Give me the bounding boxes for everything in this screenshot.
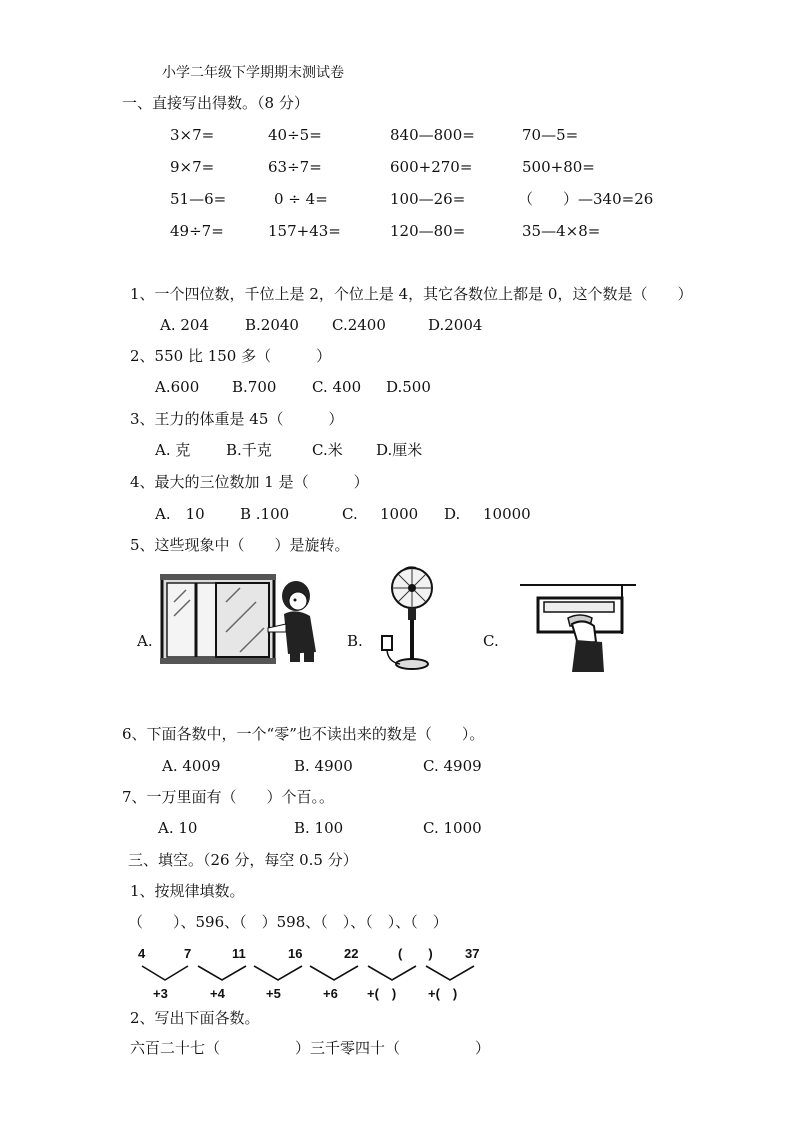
pattern-bottom-1: +3	[153, 986, 168, 1001]
pattern-top-7: 37	[465, 946, 480, 961]
write-numbers-line: 六百二十七（ ）三千零四十（ ）	[130, 1039, 491, 1057]
pattern-top-3: 11	[232, 946, 246, 961]
question-4-option-c-label: C.	[342, 505, 358, 523]
arith-r4-c1: 49÷7=	[170, 222, 224, 240]
sliding-window-icon	[160, 572, 324, 666]
question-6-option-c: C. 4909	[423, 757, 482, 775]
section3-q2: 2、写出下面各数。	[130, 1009, 260, 1027]
pattern-top-6: ( )	[398, 946, 433, 961]
pattern-bottom-2: +4	[210, 986, 225, 1001]
arith-r1-c4: 70—5=	[522, 126, 579, 144]
arith-r2-c4: 500+80=	[522, 158, 595, 176]
question-1-stem: 1、一个四位数，千位上是 2，个位上是 4，其它各数位上都是 0，这个数是（ ）	[130, 285, 693, 303]
question-4-option-b: B .100	[240, 505, 290, 523]
question-2-option-d: D.500	[386, 378, 431, 396]
number-sequence: （ ）、596、（ ）598、（ ）、（ ）、（ ）	[128, 913, 448, 931]
arith-r3-c4: （ ）—340=26	[518, 190, 654, 208]
pattern-chevron-1	[142, 966, 188, 980]
arith-r3-c2: 0 ÷ 4=	[274, 190, 328, 208]
pattern-chevron-6	[426, 966, 474, 980]
pattern-chevron-4	[310, 966, 358, 980]
pattern-top-1: 4	[138, 946, 146, 961]
question-1-option-c: C.2400	[332, 316, 386, 334]
question-7-option-a: A. 10	[158, 819, 198, 837]
arith-r1-c3: 840—800=	[390, 126, 475, 144]
pattern-top-2: 7	[184, 946, 192, 961]
section3-q1: 1、按规律填数。	[130, 882, 245, 900]
pattern-top-5: 22	[344, 946, 359, 961]
arith-r2-c3: 600+270=	[390, 158, 473, 176]
question-3-option-d: D.厘米	[376, 441, 423, 459]
section1-heading: 一、直接写出得数。（8 分）	[122, 94, 309, 112]
pattern-bottom-3: +5	[266, 986, 281, 1001]
arith-r2-c2: 63÷7=	[268, 158, 322, 176]
pattern-bottom-4: +6	[323, 986, 338, 1001]
question-3-stem: 3、王力的体重是 45（ ）	[130, 410, 344, 428]
arith-r3-c3: 100—26=	[390, 190, 466, 208]
arith-r4-c4: 35—4×8=	[522, 222, 601, 240]
question-7-option-c: C. 1000	[423, 819, 482, 837]
question-4-stem: 4、最大的三位数加 1 是（ ）	[130, 473, 369, 491]
question-5-option-b-label: B.	[347, 632, 363, 650]
arith-r4-c2: 157+43=	[268, 222, 341, 240]
arith-r1-c1: 3×7=	[170, 126, 215, 144]
question-4-option-a: A. 10	[155, 505, 205, 523]
drawer-icon	[518, 582, 638, 674]
question-2-option-c: C. 400	[312, 378, 362, 396]
question-2-option-b: B.700	[232, 378, 277, 396]
question-4-option-c-value: 1000	[380, 505, 419, 523]
pattern-chevron-3	[254, 966, 302, 980]
question-5-stem: 5、这些现象中（ ）是旋转。	[130, 536, 350, 554]
question-3-option-b: B.千克	[226, 441, 272, 459]
question-5-option-a-label: A.	[137, 632, 153, 650]
question-1-option-d: D.2004	[428, 316, 483, 334]
question-4-option-d-label: D.	[444, 505, 461, 523]
question-2-stem: 2、550 比 150 多（ ）	[130, 347, 332, 365]
pattern-bottom-6: +( )	[428, 986, 458, 1001]
question-1-option-a: A. 204	[160, 316, 209, 334]
arith-r4-c3: 120—80=	[390, 222, 466, 240]
pattern-bottom-5: +( )	[367, 986, 397, 1001]
pattern-top-4: 16	[288, 946, 303, 961]
pattern-chevron-2	[198, 966, 246, 980]
question-3-option-a: A. 克	[155, 441, 191, 459]
question-3-option-c: C.米	[312, 441, 343, 459]
question-7-stem: 7、一万里面有（ ）个百。。	[122, 788, 335, 806]
question-7-option-b: B. 100	[294, 819, 344, 837]
question-4-option-d-value: 10000	[483, 505, 531, 523]
question-6-option-a: A. 4009	[162, 757, 221, 775]
arith-r3-c1: 51—6=	[170, 190, 227, 208]
pattern-chevron-5	[368, 966, 416, 980]
question-6-stem: 6、下面各数中，一个“零”也不读出来的数是（ ）。	[122, 725, 485, 743]
question-5-option-c-label: C.	[483, 632, 499, 650]
electric-fan-icon	[374, 566, 444, 672]
page-title: 小学二年级下学期期末测试卷	[162, 65, 344, 81]
section3-heading: 三、填空。（26 分，每空 0.5 分）	[128, 851, 358, 869]
question-2-option-a: A.600	[155, 378, 200, 396]
question-6-option-b: B. 4900	[294, 757, 353, 775]
arith-r2-c1: 9×7=	[170, 158, 215, 176]
number-pattern-diagram	[130, 944, 500, 1002]
arith-r1-c2: 40÷5=	[268, 126, 322, 144]
question-1-option-b: B.2040	[245, 316, 299, 334]
